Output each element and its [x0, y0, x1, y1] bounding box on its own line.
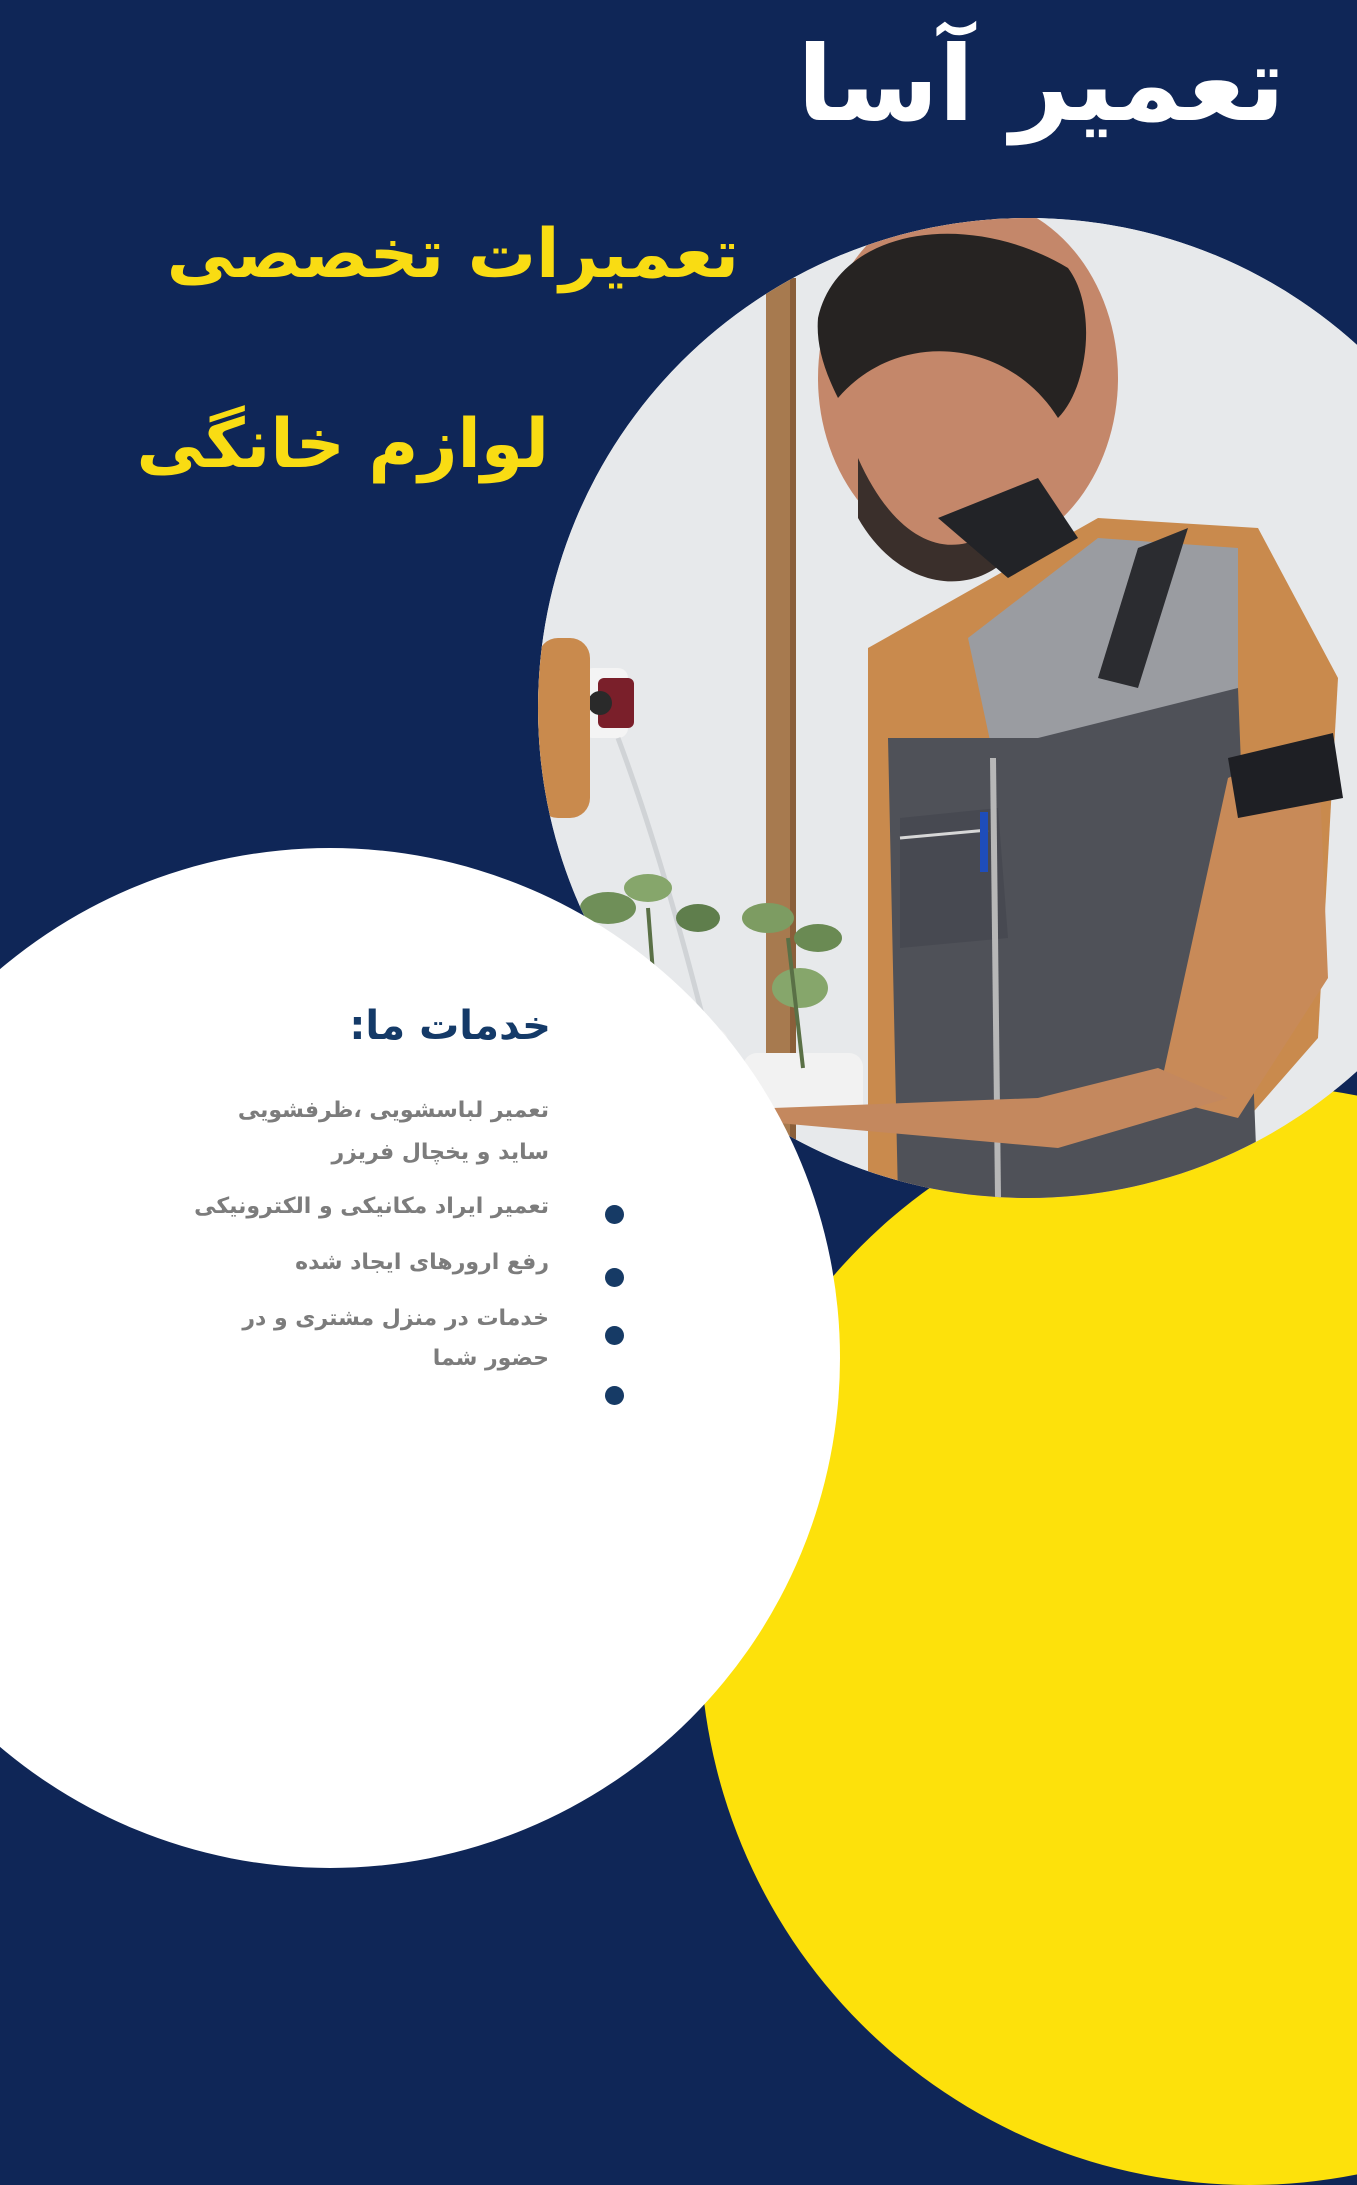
service-item-4-line-1: خدمات در منزل مشتری و در [242, 1306, 549, 1331]
bullet-dot [605, 1205, 624, 1224]
bullet-dot [605, 1386, 624, 1405]
service-item-1-line-2: ساید و یخچال فریزر [331, 1140, 549, 1165]
bullet-dot [605, 1326, 624, 1345]
service-item-2: تعمیر ایراد مکانیکی و الکترونیکی [194, 1194, 549, 1219]
service-item-3: رفع ارورهای ایجاد شده [295, 1250, 549, 1275]
headline-line-2: لوازم خانگی [136, 405, 549, 484]
service-item-4-line-2: حضور شما [432, 1346, 549, 1371]
services-heading: خدمات ما: [349, 1003, 551, 1049]
service-item-1-line-1: تعمیر لباسشویی ،ظرفشویی [237, 1098, 549, 1123]
bullet-dot [605, 1268, 624, 1287]
brand-title: تعمیر آسا [797, 23, 1285, 145]
headline-line-1: تعمیرات تخصصی [166, 215, 739, 294]
